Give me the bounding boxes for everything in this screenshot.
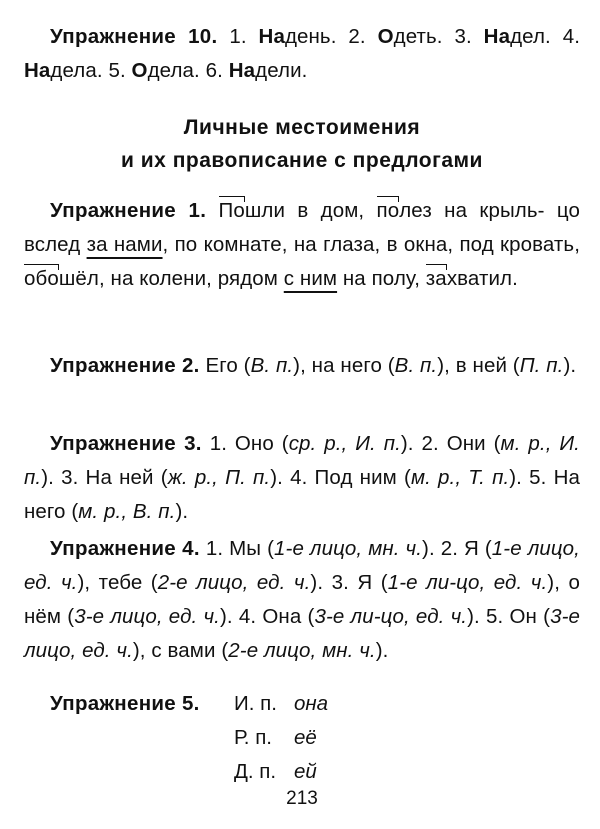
exercise-title: Упражнение 3. <box>50 432 202 455</box>
person-note: 1-е лицо, ед. ч. <box>24 537 580 594</box>
answer-item: 5. Одела. <box>108 59 200 82</box>
case-label: И. п. <box>234 692 277 715</box>
grammar-note: ср. р., И. п. <box>288 432 401 455</box>
answer-item: 1. Надень. <box>229 25 337 48</box>
answer-item: 2. Одеть. <box>348 25 443 48</box>
person-note: 2-е лицо, мн. ч. <box>228 639 376 662</box>
prefix-mark: за <box>426 262 447 296</box>
case-label: Р. п. <box>234 726 272 749</box>
prefix-mark: по <box>377 194 400 228</box>
declension-row <box>24 687 580 721</box>
preposition-underline: за нами <box>86 233 163 256</box>
declension-row <box>24 755 580 789</box>
section-heading <box>24 111 580 177</box>
grammar-note: м. р., В. п. <box>78 500 176 523</box>
person-note: 3-е ли-цо, ед. ч. <box>314 605 468 628</box>
answer-item: 4. Надела. <box>24 25 581 82</box>
page-number: 213 <box>286 788 318 809</box>
pronoun-form: её <box>294 726 317 749</box>
grammar-note: м. р., Т. п. <box>410 466 510 489</box>
person-note: 3-е лицо, ед. ч. <box>24 605 580 662</box>
exercise-4: Упражнение 4. 1. Мы (1-е лицо, мн. ч.). 2. Я (1-е лицо, ед. ч.), тебе (2-е лицо, ед. ч.). 3. Я (1-е ли-цо, ед. ч.), о нём (3-е лицо, ед. ч.). 4. Она (3-е ли-цо, ед. ч.). 5. Он (3-е лицо, ед. ч.), с вами (2-е лицо, мн. ч.). <box>24 537 580 662</box>
exercise-5 <box>24 687 580 789</box>
exercise-title: Упражнение 5. <box>50 692 200 715</box>
case-label: Д. п. <box>234 760 277 783</box>
exercise-title: Упражнение 1. <box>50 199 207 222</box>
person-note: 1-е лицо, мн. ч. <box>274 537 423 560</box>
section-heading-line-2: и их правописание с предлогами <box>121 149 483 172</box>
answer-item: 3. Надел. <box>454 25 551 48</box>
exercise-2: Упражнение 2. Его (В. п.), на него (В. п.), в ней (П. п.). <box>50 354 577 377</box>
section-heading-line-1: Личные местоимения <box>183 116 421 139</box>
answer-item: 6. Надели. <box>205 59 308 82</box>
case-note: П. п. <box>519 354 564 377</box>
person-note: 1-е ли-цо, ед. ч. <box>387 571 548 594</box>
pronoun-form: она <box>294 692 329 715</box>
person-note: 2-е лицо, ед. ч. <box>157 571 311 594</box>
prefix-mark: По <box>219 194 245 228</box>
exercise-10 <box>24 20 580 88</box>
exercise-title: Упражнение 4. <box>50 537 200 560</box>
prefix-mark: обо <box>24 262 59 296</box>
case-note: В. п. <box>250 354 294 377</box>
preposition-underline: с ним <box>283 267 338 290</box>
exercise-title: Упражнение 10. <box>50 25 218 48</box>
grammar-note: ж. р., П. п. <box>167 466 271 489</box>
exercise-1: Упражнение 1. Пошли в дом, полез на крыль- цо вслед за нами, по комнате, на глаза, в окна, под кровать, обошёл, на колени, рядом с ним на полу, захватил. <box>24 194 580 296</box>
case-note: В. п. <box>394 354 438 377</box>
grammar-note: м. р., И. п. <box>24 432 580 489</box>
exercise-3: Упражнение 3. 1. Оно (ср. р., И. п.). 2. Они (м. р., И. п.). 3. На ней (ж. р., П. п.). 4. Под ним (м. р., Т. п.). 5. На него (м. р., В. п.). <box>24 432 581 523</box>
declension-row <box>24 721 580 755</box>
pronoun-form: ей <box>294 760 317 783</box>
person-note: 3-е лицо, ед. ч. <box>74 605 220 628</box>
exercise-title: Упражнение 2. <box>50 354 200 377</box>
